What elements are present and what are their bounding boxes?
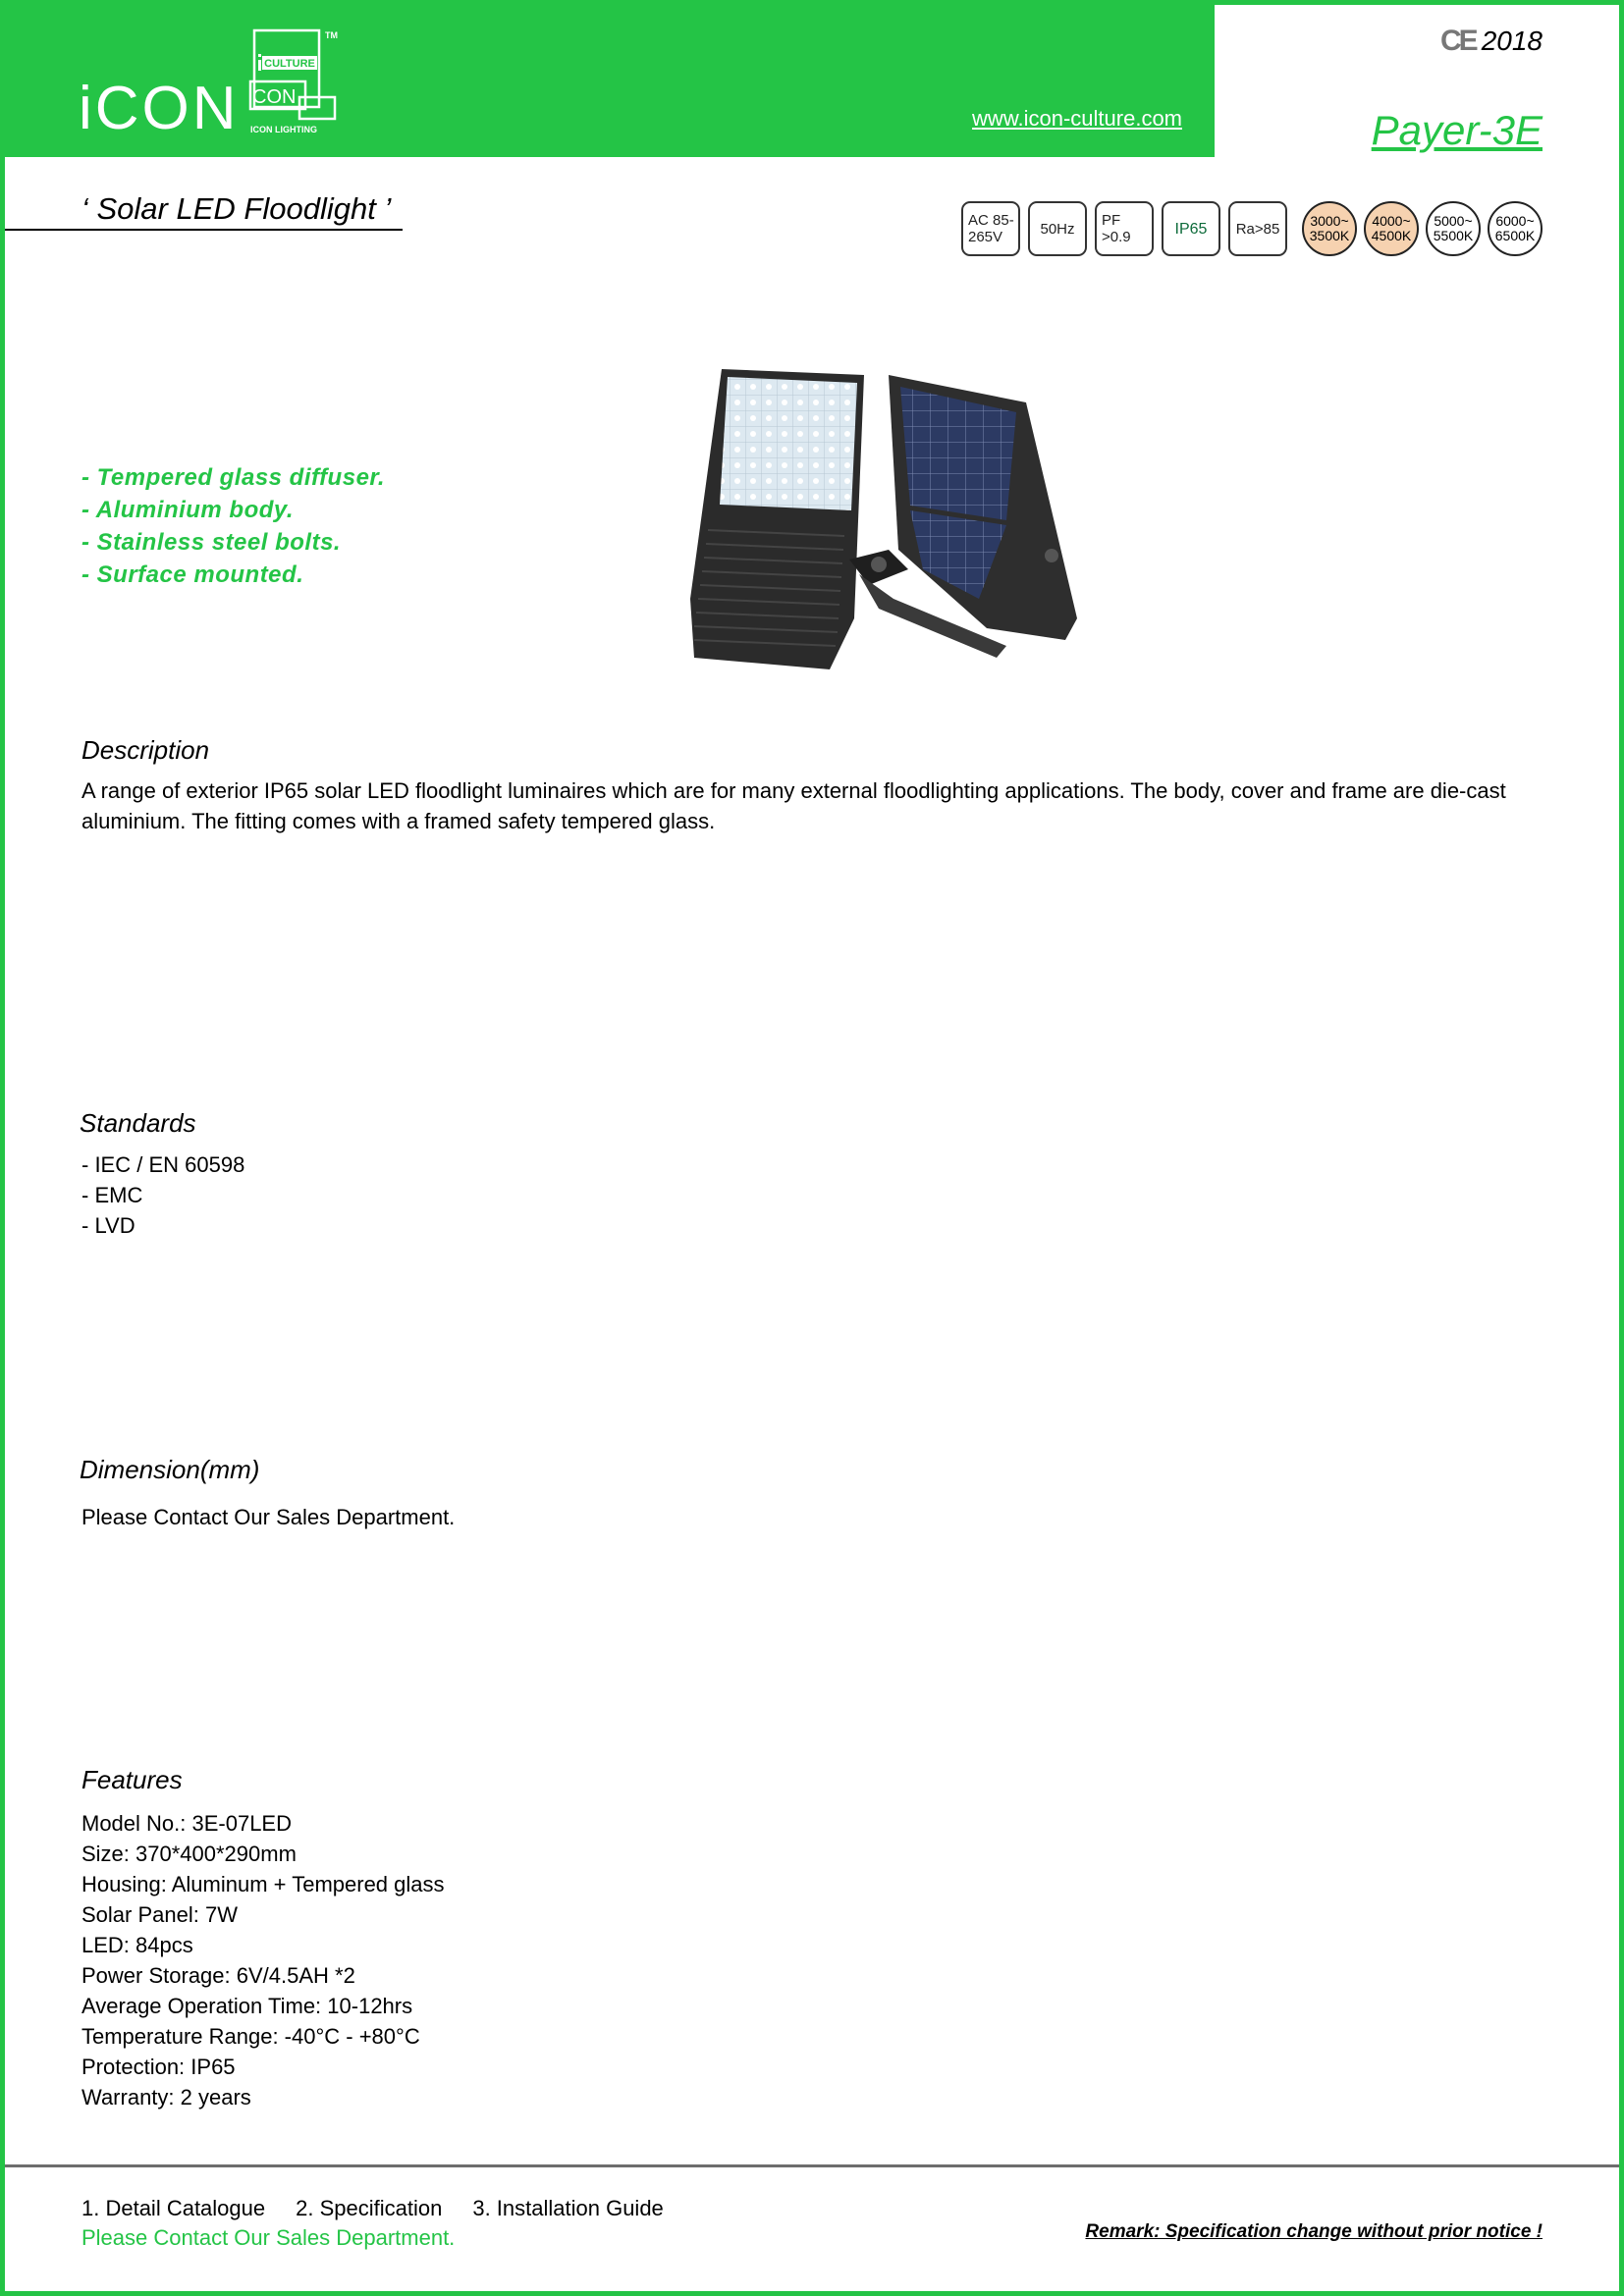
product-title: ‘ Solar LED Floodlight ’ [5,191,403,231]
color-temp-badge [1364,201,1419,256]
color-temp-badge [1488,201,1543,256]
badge-line: >0.9 [1102,229,1131,245]
spec-badges [953,201,1543,256]
list-item: Average Operation Time: 10-12hrs [81,1994,413,2018]
list-item: LED: 84pcs [81,1933,193,1957]
logo-trademark: TM [325,30,338,40]
features-title: Features [81,1765,183,1794]
ip-rating-badge [1162,201,1220,256]
model-name: Payer-3E [1371,107,1543,153]
dimension-text: Please Contact Our Sales Department. [81,1505,456,1529]
cri-badge [1228,201,1287,256]
description-text: A range of exterior IP65 solar LED floodlight luminaires which are for many external floodlighting applications. The body, cover and frame are die-cast aluminium. The fitting comes with a framed safety tempered glass. [81,778,1506,833]
power-factor-badge [1095,201,1154,256]
voltage-badge [961,201,1020,256]
list-item: Size: 370*400*290mm [81,1842,297,1866]
frequency-badge [1028,201,1087,256]
list-item: - IEC / EN 60598 [81,1152,245,1177]
badge-line: PF [1102,212,1121,229]
badge-line: 6000~ [1495,213,1535,229]
color-temp-badge [1302,201,1357,256]
year: 2018 [1481,26,1543,56]
logo-text-culture: CULTURE [264,58,315,70]
footer-link-installation-guide[interactable]: 3. Installation Guide [472,2196,664,2220]
footer-divider [5,2164,1624,2167]
list-item: Temperature Range: -40°C - +80°C [81,2024,420,2049]
ce-mark-icon: CE [1440,25,1476,57]
standards-list [81,1149,244,1241]
list-item: Protection: IP65 [81,2055,236,2079]
header-band [5,5,1215,157]
dimension-title: Dimension(mm) [80,1455,260,1484]
badge-line: Ra>85 [1235,220,1280,238]
bullet-item: - Aluminium body. [81,497,295,523]
ce-year [1440,25,1543,58]
logo-text-con: CON [252,86,297,108]
brand-name: iCON [79,75,240,142]
badge-line: 3000~ [1310,213,1349,229]
icon-culture-logo [248,25,356,137]
badge-line: 6500K [1494,228,1536,243]
badge-line: 50Hz [1040,220,1075,238]
bullet-item: - Stainless steel bolts. [81,529,342,556]
list-item: - LVD [81,1213,135,1238]
bullet-item: - Tempered glass diffuser. [81,464,386,491]
bullet-item: - Surface mounted. [81,561,304,588]
product-image [682,363,1095,677]
footer-nav [81,2196,664,2221]
logo-text-icon-lighting: ICON LIGHTING [250,125,317,134]
badge-line: 4000~ [1372,213,1411,229]
remark-note: Remark: Specification change without prior notice ! [1085,2221,1543,2242]
description-title: Description [81,735,210,765]
list-item: Solar Panel: 7W [81,1902,238,1927]
badge-line: 4500K [1371,228,1412,243]
badge-line: 5500K [1433,228,1474,243]
badge-line: AC 85- [968,212,1014,229]
website-link[interactable]: www.icon-culture.com [972,106,1182,131]
list-item: - EMC [81,1183,143,1207]
badge-line: 265V [968,229,1003,245]
badge-line: IP65 [1174,220,1208,238]
list-item: Model No.: 3E-07LED [81,1811,292,1836]
badge-line: 5000~ [1434,213,1473,229]
standards-title: Standards [80,1108,196,1138]
footer-link-specification[interactable]: 2. Specification [296,2196,443,2220]
list-item: Power Storage: 6V/4.5AH *2 [81,1963,355,1988]
feature-bullets [81,461,385,591]
list-item: Housing: Aluminum + Tempered glass [81,1872,445,1896]
features-list [81,1808,445,2112]
list-item: Warranty: 2 years [81,2085,251,2109]
footer-link-detail-catalogue[interactable]: 1. Detail Catalogue [81,2196,266,2220]
badge-line: 3500K [1309,228,1350,243]
color-temp-badge [1426,201,1481,256]
footer-contact: Please Contact Our Sales Department. [81,2225,456,2250]
